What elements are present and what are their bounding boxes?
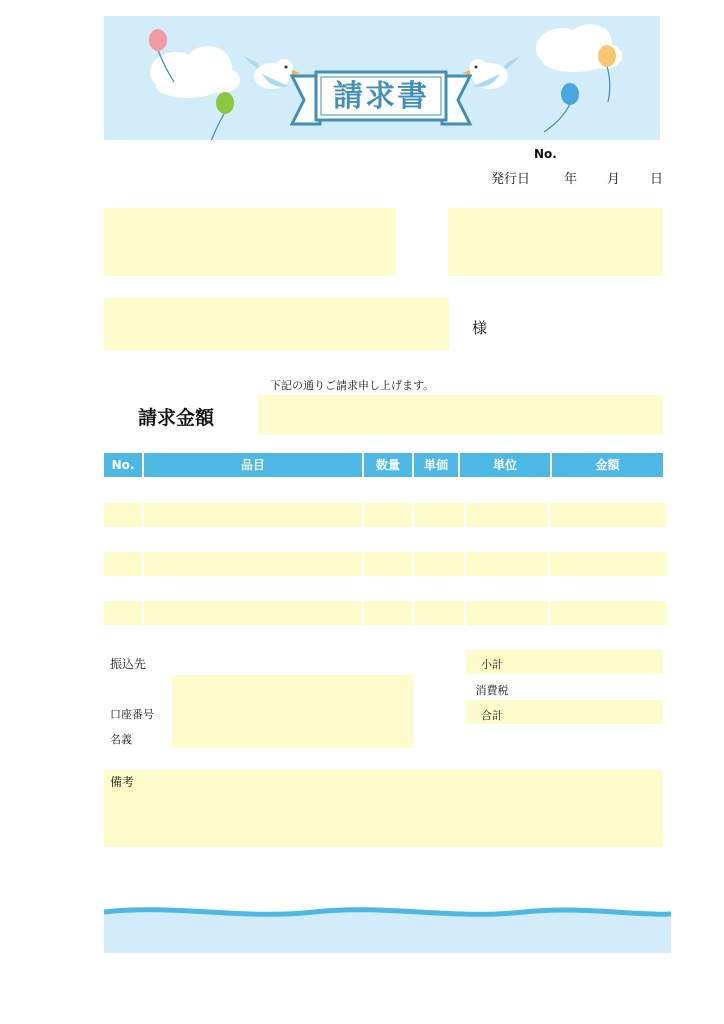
bird-icon [462, 56, 520, 89]
issuer-info-field[interactable] [448, 208, 663, 276]
column-header: 単位 [492, 458, 517, 472]
column-header: 数量 [375, 458, 400, 472]
page-title: 請求書 [333, 79, 429, 114]
client-name-field[interactable] [104, 298, 449, 350]
balloon-icon [544, 83, 579, 132]
balloon-icon [598, 45, 616, 102]
cell-divider [362, 552, 364, 576]
cloud-icon [150, 46, 240, 98]
cell-divider [548, 552, 550, 576]
column-header: 品目 [240, 458, 265, 472]
table-row[interactable] [104, 601, 667, 625]
footer-wave [104, 900, 671, 953]
intro-text: 下記の通りご請求申し上げます。 [270, 379, 435, 392]
issue-date-label: 発行日 [491, 172, 531, 187]
table-row[interactable] [104, 552, 667, 576]
total-label: 合計 [481, 709, 503, 722]
bank-info-field[interactable] [172, 675, 413, 748]
invoice-number-label: No. [534, 147, 557, 161]
header-banner [104, 16, 660, 140]
wave-decoration [104, 900, 671, 953]
honorific-label: 様 [472, 319, 488, 337]
client-address-field[interactable] [104, 208, 396, 276]
amount-field[interactable] [258, 395, 663, 435]
bird-icon [244, 56, 300, 89]
cell-divider [464, 552, 466, 576]
column-header: 金額 [595, 458, 620, 472]
amount-label: 請求金額 [138, 407, 215, 429]
subtotal-field[interactable] [518, 650, 663, 674]
cell-divider [362, 601, 364, 625]
cell-divider [464, 601, 466, 625]
tax-label: 消費税 [475, 684, 509, 697]
issue-date-day: 日 [650, 172, 664, 187]
cell-divider [548, 503, 550, 527]
notes-field[interactable] [104, 770, 663, 847]
cell-divider [548, 601, 550, 625]
account-number-label: 口座番号 [110, 708, 154, 721]
account-name-label: 名義 [110, 733, 132, 746]
subtotal-label: 小計 [481, 658, 503, 671]
total-field[interactable] [518, 700, 663, 724]
cell-divider [464, 503, 466, 527]
cell-divider [412, 503, 414, 527]
balloon-icon [210, 92, 234, 140]
cell-divider [142, 503, 144, 527]
bank-label: 振込先 [110, 657, 147, 671]
cell-divider [412, 601, 414, 625]
cell-divider [412, 552, 414, 576]
issue-date-month: 月 [607, 172, 621, 187]
issue-date-year: 年 [564, 172, 578, 187]
column-header: No. [111, 458, 135, 472]
cell-divider [142, 552, 144, 576]
cell-divider [142, 601, 144, 625]
cell-divider [362, 503, 364, 527]
notes-label: 備考 [110, 775, 135, 789]
table-row[interactable] [104, 503, 667, 527]
table-header [104, 453, 663, 477]
column-header: 単価 [423, 458, 448, 472]
